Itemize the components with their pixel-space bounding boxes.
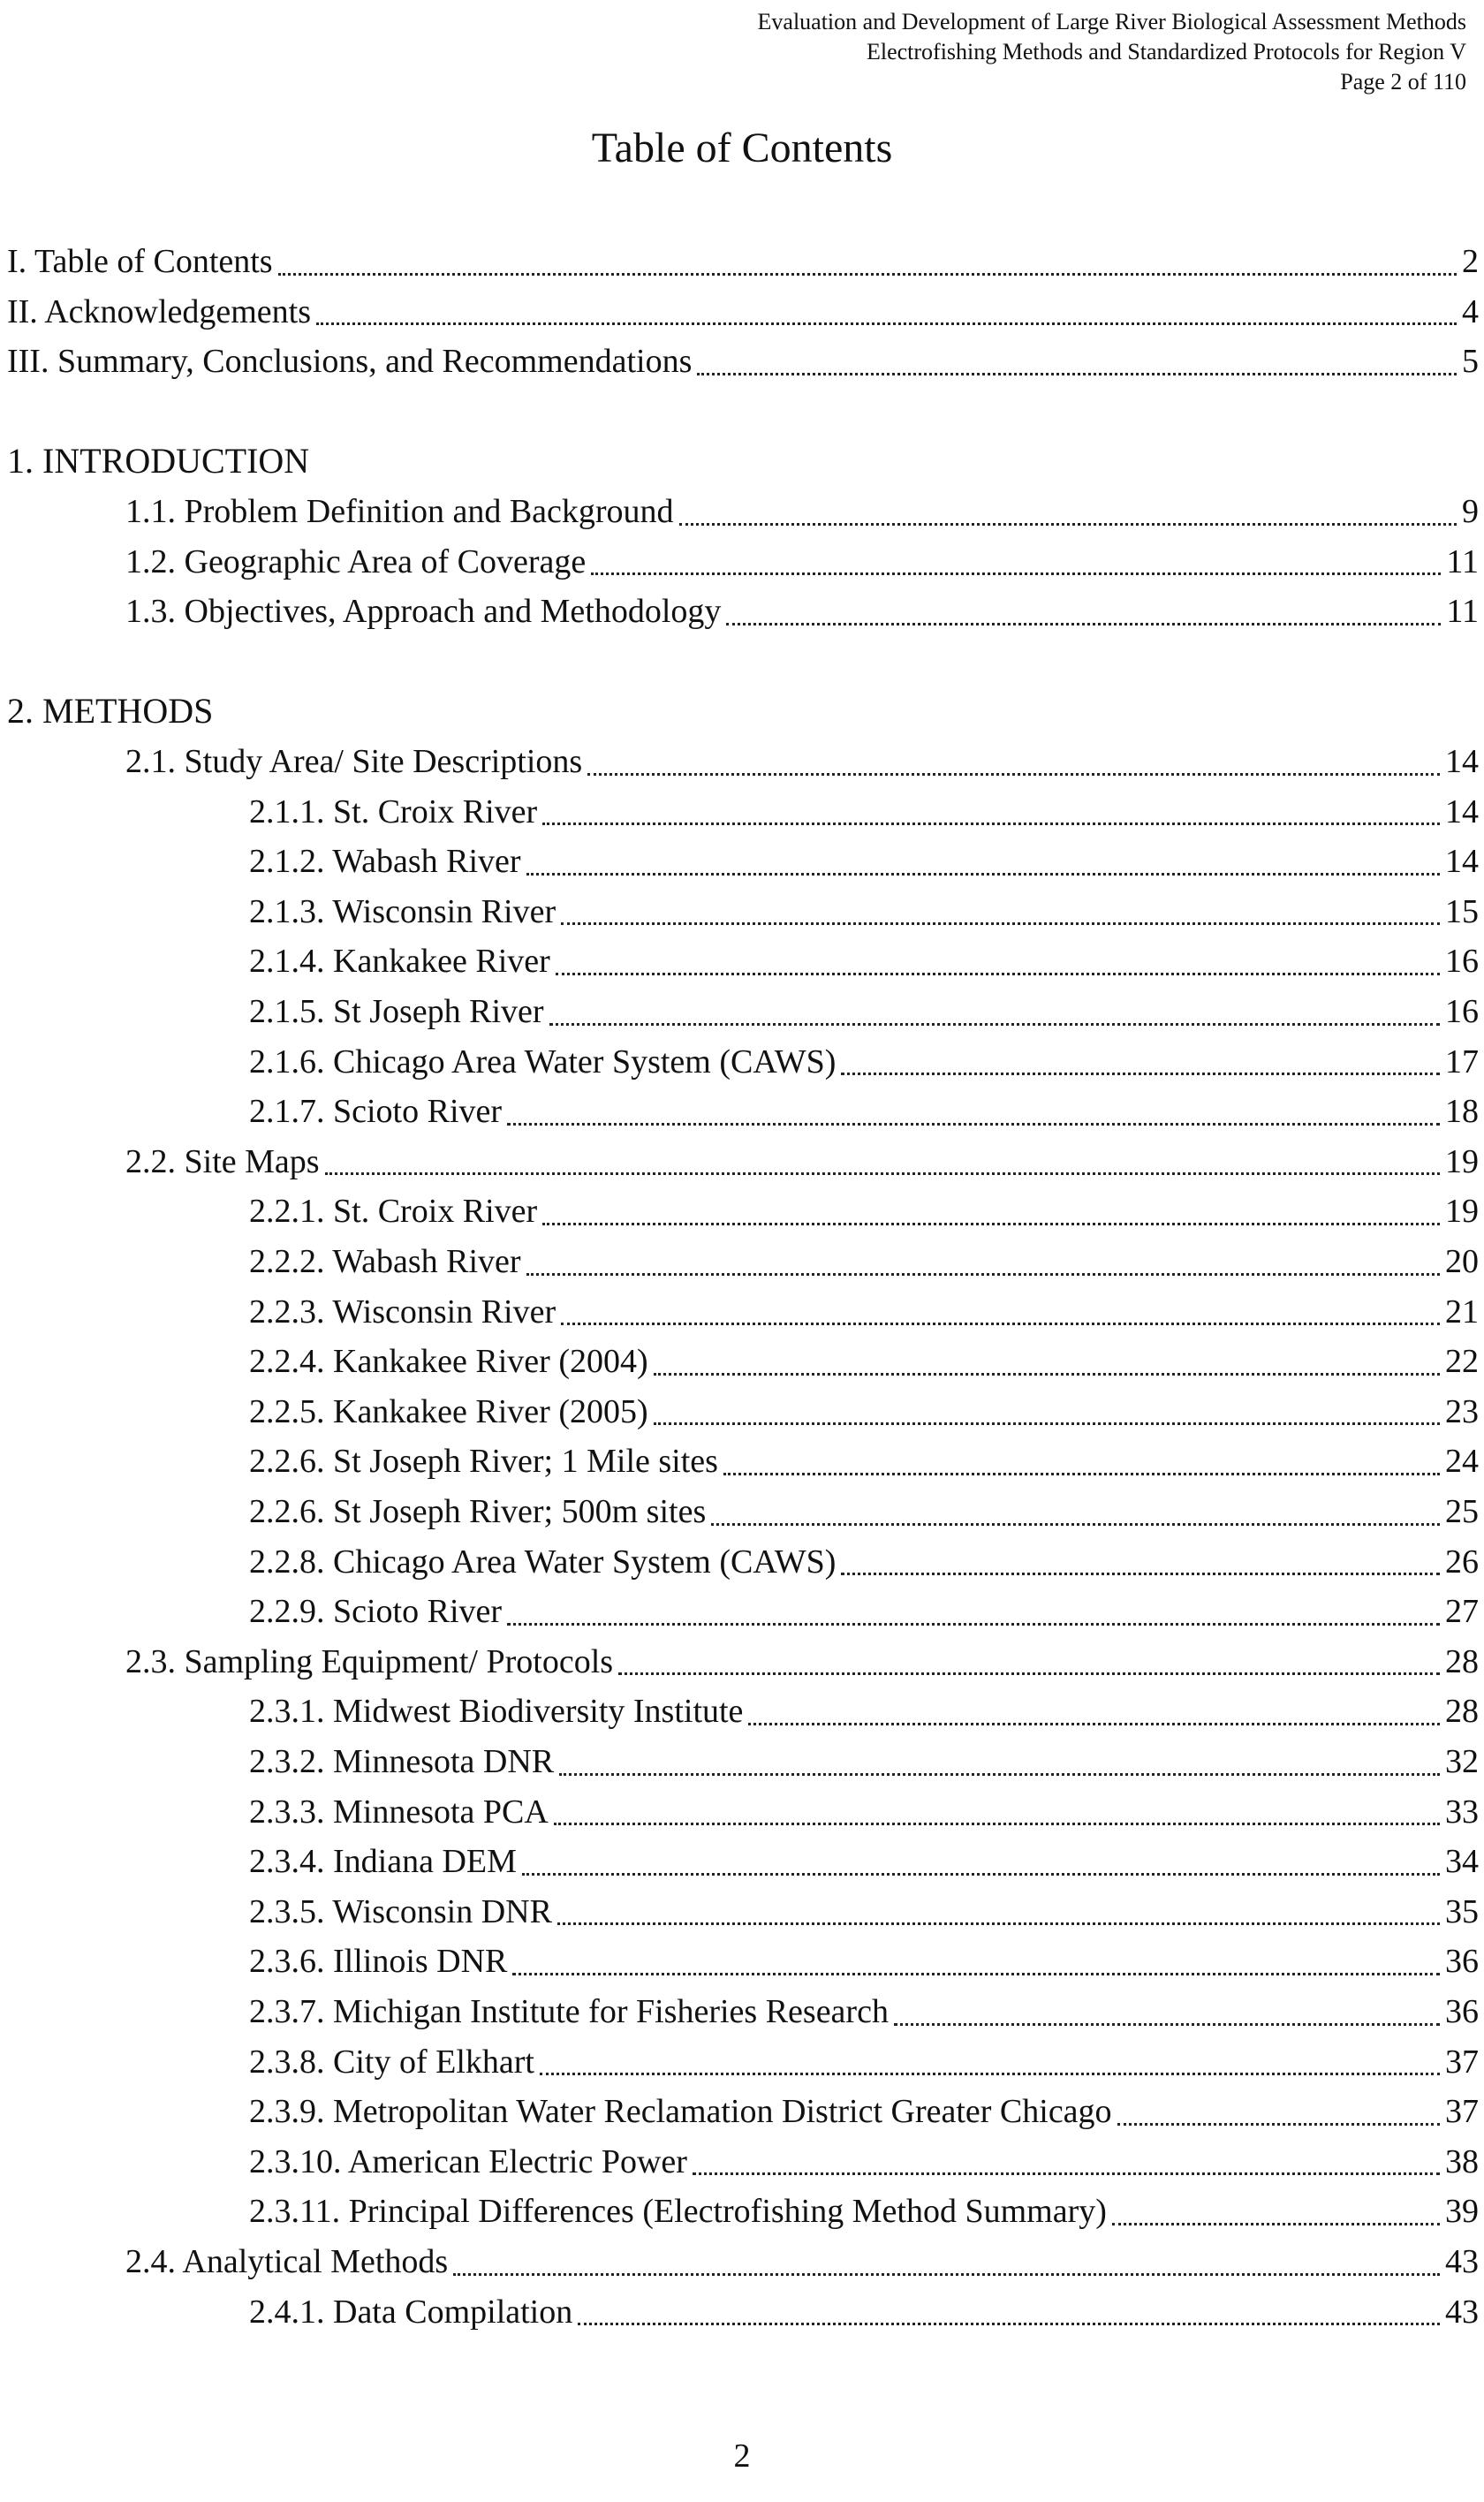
toc-entry-label: II. Acknowledgements [7,292,312,330]
toc-entry-label: 2.3.10. American Electric Power [249,2142,687,2180]
dot-leader [507,1123,1440,1126]
toc-entry-label: 2.2.9. Scioto River [249,1593,503,1631]
toc-entry-page: 37 [1445,2093,1479,2131]
dot-leader [1117,2123,1440,2126]
toc-entry-page: 36 [1445,1943,1479,1981]
toc-entry[interactable] [249,2037,1479,2087]
header-report-title: Evaluation and Development of Large River Biological Assessment Methods [757,9,1466,34]
dot-leader [561,1323,1440,1325]
dot-leader [587,773,1440,776]
toc-entry-page: 21 [1445,1293,1479,1331]
toc-entry[interactable] [249,1687,1479,1736]
toc-entry[interactable] [249,1487,1479,1536]
toc-entry[interactable] [249,1537,1479,1587]
header-subtitle: Electrofishing Methods and Standardized Protocols for Region V [866,39,1466,64]
toc-entry-label: 2.3.2. Minnesota DNR [249,1743,555,1780]
toc-entry-label: 2.1.4. Kankakee River [249,943,550,981]
dot-leader [542,823,1440,825]
toc-entry-page: 14 [1445,792,1479,830]
dot-leader [316,322,1457,325]
toc-entry-label: 2.3.6. Illinois DNR [249,1943,508,1981]
dot-leader [554,1823,1440,1825]
toc-entry-page: 26 [1445,1543,1479,1581]
page-title: Table of Contents [591,125,893,171]
toc-entry-page: 22 [1445,1343,1479,1381]
toc-entry-label: 2.4. Analytical Methods [125,2243,449,2280]
dot-leader [557,1922,1440,1925]
toc-section-heading: 1. INTRODUCTION [7,441,310,481]
dot-leader [559,1773,1440,1776]
toc-entry[interactable] [125,2237,1479,2286]
toc-entry-page: 20 [1445,1243,1479,1280]
dot-leader [522,1873,1440,1876]
toc-entry-page: 33 [1445,1793,1479,1831]
toc-entry-label: 2.3.5. Wisconsin DNR [249,1892,552,1930]
dot-leader [1112,2223,1440,2225]
toc-entry-label: 2.2.3. Wisconsin River [249,1293,556,1331]
toc-entry-page: 9 [1462,493,1479,530]
toc-entry-label: 2.2.1. St. Croix River [249,1193,538,1231]
dot-leader [561,922,1440,925]
toc-entry-label: 2.1. Study Area/ Site Descriptions [125,743,583,780]
running-header [758,7,1466,97]
toc-entry-label: 1.3. Objectives, Approach and Methodology [125,593,722,631]
toc-entry[interactable] [125,487,1479,536]
dot-leader [723,1473,1440,1475]
toc-entry[interactable] [249,1187,1479,1236]
toc-entry-label: 2.2. Site Maps [125,1142,320,1180]
toc-entry-page: 32 [1445,1743,1479,1780]
toc-entry-page: 34 [1445,1843,1479,1881]
toc-entry-page: 23 [1445,1392,1479,1430]
toc-entry[interactable] [249,1437,1479,1486]
dot-leader [654,1373,1440,1376]
dot-leader [894,2023,1440,2026]
toc-entry[interactable] [249,2187,1479,2236]
dot-leader [507,1623,1440,1626]
toc-entry[interactable] [7,237,1479,286]
toc-entry-page: 24 [1445,1443,1479,1481]
toc-entry[interactable] [249,1037,1479,1087]
toc-entry[interactable] [249,1387,1479,1437]
page-number: 2 [733,2438,751,2475]
dot-leader [679,523,1457,526]
toc-entry[interactable] [125,587,1479,636]
toc-entry-label: 2.1.6. Chicago Area Water System (CAWS) [249,1042,837,1080]
toc-entry[interactable] [249,987,1479,1036]
toc-entry-label: 2.1.1. St. Croix River [249,792,538,830]
toc-entry-label: I. Table of Contents [7,243,273,280]
toc-entry-page: 18 [1445,1093,1479,1131]
toc-entry-page: 16 [1445,993,1479,1030]
dot-leader [526,1273,1440,1276]
dot-leader [618,1672,1440,1675]
toc-entry-page: 28 [1445,1693,1479,1731]
toc-entry[interactable] [125,537,1479,587]
toc-entry[interactable] [125,737,1479,786]
dot-leader [711,1523,1440,1526]
dot-leader [841,1573,1440,1575]
toc-section-heading: 2. METHODS [7,691,214,732]
toc-entry-page: 16 [1445,943,1479,981]
toc-entry[interactable] [249,2087,1479,2136]
toc-entry-label: 2.3.11. Principal Differences (Electrofishing Method Summary) [249,2193,1107,2231]
toc-entry-label: 2.3.1. Midwest Biodiversity Institute [249,1693,744,1731]
toc-entry-label: 1.2. Geographic Area of Coverage [125,542,587,580]
dot-leader [453,2273,1440,2276]
dot-leader [591,572,1441,575]
dot-leader [697,373,1457,375]
toc-entry-page: 14 [1445,843,1479,881]
toc-entry[interactable] [249,1737,1479,1786]
toc-entry-page: 43 [1445,2243,1479,2280]
dot-leader [325,1172,1440,1175]
toc-entry-page: 43 [1445,2293,1479,2331]
toc-entry[interactable] [249,1787,1479,1837]
toc-entry[interactable] [249,2287,1479,2337]
toc-entry[interactable] [249,1287,1479,1337]
toc-entry-label: 1.1. Problem Definition and Background [125,493,674,530]
toc-entry-page: 14 [1445,743,1479,780]
toc-entry-label: 2.3.4. Indiana DEM [249,1843,517,1881]
dot-leader [578,2323,1440,2325]
toc-entry-page: 11 [1446,542,1479,580]
dot-leader [841,1073,1440,1075]
dot-leader [654,1422,1440,1425]
toc-entry-page: 19 [1445,1142,1479,1180]
toc-entry-page: 27 [1445,1593,1479,1631]
dot-leader [549,1023,1440,1026]
toc-entry-page: 17 [1445,1042,1479,1080]
toc-entry[interactable] [7,337,1479,386]
toc-entry[interactable] [125,1637,1479,1687]
dot-leader [278,273,1457,276]
toc-entry-page: 28 [1445,1642,1479,1680]
toc-entry-label: 2.4.1. Data Compilation [249,2293,573,2331]
toc-entry-label: 2.2.4. Kankakee River (2004) [249,1343,648,1381]
toc-entry[interactable] [249,1237,1479,1286]
toc-entry-label: 2.3.3. Minnesota PCA [249,1793,549,1831]
toc-entry-label: 2.3.9. Metropolitan Water Reclamation District Greater Chicago [249,2093,1112,2131]
toc-entry-label: 2.1.2. Wabash River [249,843,521,881]
header-page-count: Page 2 of 110 [1340,69,1466,95]
toc-entry-page: 2 [1462,243,1479,280]
toc-entry-page: 15 [1445,892,1479,930]
dot-leader [748,1723,1440,1725]
toc-entry[interactable] [249,837,1479,886]
toc-entry-page: 11 [1446,593,1479,631]
toc-entry[interactable] [249,1887,1479,1937]
toc-entry-page: 37 [1445,2043,1479,2081]
toc-entry[interactable] [249,1587,1479,1636]
dot-leader [542,1223,1440,1225]
toc-entry-page: 25 [1445,1493,1479,1530]
dot-leader [512,1973,1440,1975]
toc-entry[interactable] [249,1087,1479,1136]
dot-leader [726,623,1441,626]
dot-leader [556,973,1440,975]
dot-leader [540,2073,1440,2075]
toc-entry[interactable] [249,1837,1479,1886]
toc-entry[interactable] [249,787,1479,837]
toc-entry-label: 2.1.3. Wisconsin River [249,892,556,930]
toc-entry-page: 38 [1445,2142,1479,2180]
toc-entry-label: III. Summary, Conclusions, and Recommendations [7,343,693,381]
toc-entry[interactable] [249,887,1479,936]
toc-entry[interactable] [7,287,1479,337]
dot-leader [526,873,1440,876]
toc-entry-label: 2.3.8. City of Elkhart [249,2043,534,2081]
toc-entry[interactable] [125,1137,1479,1187]
toc-entry[interactable] [249,1337,1479,1386]
toc-entry-label: 2.1.5. St Joseph River [249,993,544,1030]
dot-leader [693,2172,1440,2175]
toc-entry-label: 2.3.7. Michigan Institute for Fisheries Research [249,1993,889,2030]
toc-entry-page: 19 [1445,1193,1479,1231]
toc-entry-label: 2.1.7. Scioto River [249,1093,503,1131]
toc-entry-page: 5 [1462,343,1479,381]
toc-entry-label: 2.2.6. St Joseph River; 500m sites [249,1493,707,1530]
toc-entry-label: 2.2.2. Wabash River [249,1243,521,1280]
toc-entry[interactable] [249,1937,1479,1986]
toc-entry-page: 35 [1445,1892,1479,1930]
toc-entry[interactable] [249,1987,1479,2036]
toc-entry-page: 39 [1445,2193,1479,2231]
toc-entry[interactable] [249,2137,1479,2187]
toc-entry[interactable] [249,936,1479,986]
toc-entry-label: 2.2.6. St Joseph River; 1 Mile sites [249,1443,718,1481]
toc-entry-label: 2.2.8. Chicago Area Water System (CAWS) [249,1543,837,1581]
toc-entry-page: 36 [1445,1993,1479,2030]
toc-entry-page: 4 [1462,292,1479,330]
toc-entry-label: 2.3. Sampling Equipment/ Protocols [125,1642,614,1680]
toc-entry-label: 2.2.5. Kankakee River (2005) [249,1392,648,1430]
